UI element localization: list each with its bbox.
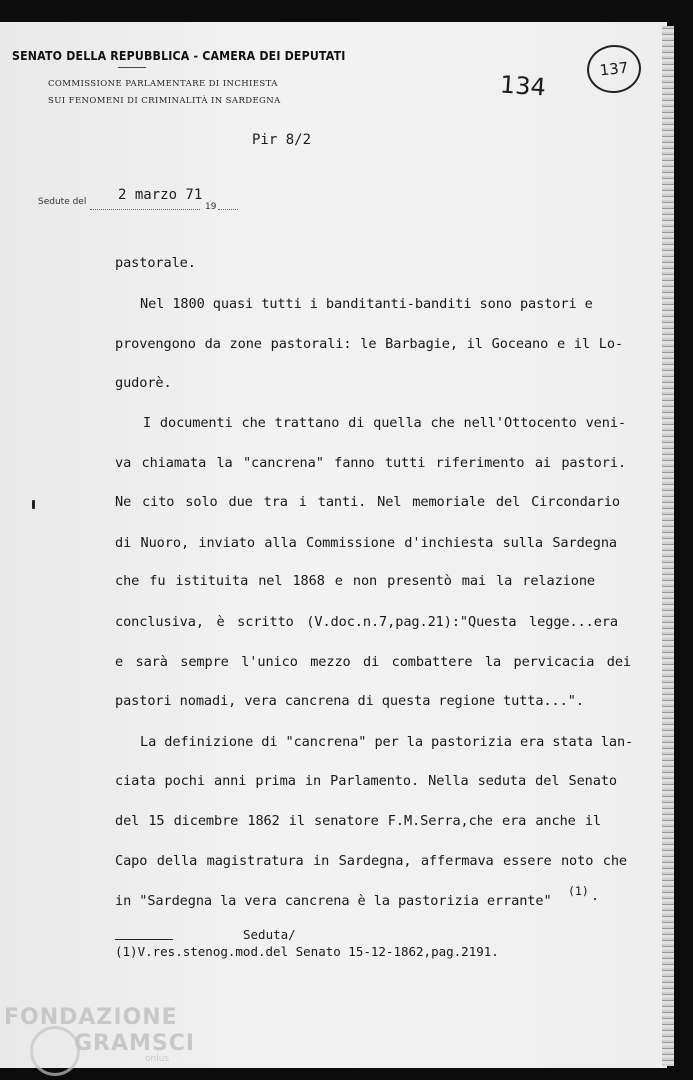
body-line: gudorè. — [115, 375, 172, 391]
footnote-marker: (1) — [568, 884, 589, 898]
year-dotted-line — [218, 209, 238, 210]
footnote-rule — [115, 939, 173, 940]
session-date: 2 marzo 71 — [118, 187, 203, 203]
handwritten-page-number: 134 — [499, 70, 547, 102]
body-line: Ne cito solo due tra i tanti. Nel memoriale del Circondario — [115, 494, 620, 510]
institution-heading: SENATO DELLA REPUBBLICA - CAMERA DEI DEPUTATI — [12, 48, 346, 63]
body-line: ciata pochi anni prima in Parlamento. Nella seduta del Senato — [115, 773, 617, 789]
date-dotted-line — [90, 209, 200, 210]
body-line: I documenti che trattano di quella che nell'Ottocento veni- — [143, 415, 626, 431]
body-line: in "Sardegna la vera cancrena è la pastorizia errante" — [115, 893, 552, 909]
circled-number-text: 137 — [598, 58, 630, 80]
body-line: pastorale. — [115, 255, 196, 271]
body-line: va chiamata la "cancrena" fanno tutti riferimento ai pastori. — [115, 455, 626, 471]
footnote-correction: Seduta/ — [243, 927, 296, 942]
body-line: di Nuoro, inviato alla Commissione d'inchiesta sulla Sardegna — [115, 535, 617, 551]
body-line: conclusiva, è scritto (V.doc.n.7,pag.21):"Questa legge...era — [115, 614, 618, 630]
watermark-gramsci: GRAMSCI — [74, 1031, 196, 1056]
body-line: pastori nomadi, vera cancrena di questa regione tutta...". — [115, 693, 584, 709]
sentence-end-dot: . — [591, 888, 600, 904]
watermark-onlus: onlus — [145, 1054, 170, 1064]
body-line: e sarà sempre l'unico mezzo di combattere la pervicacia dei — [115, 654, 631, 670]
session-label: Sedute del — [38, 197, 87, 207]
body-line: provengono da zone pastorali: le Barbagie, il Goceano e il Lo- — [115, 336, 623, 352]
body-line: Capo della magistratura in Sardegna, affermava essere noto che — [115, 853, 627, 869]
watermark-logo-icon — [30, 1026, 80, 1076]
commission-line-2: SUI FENOMENI DI CRIMINALITÀ IN SARDEGNA — [48, 96, 281, 106]
margin-mark — [32, 500, 35, 509]
body-line: La definizione di "cancrena" per la pastorizia era stata lan- — [140, 734, 634, 750]
body-line: del 15 dicembre 1862 il senatore F.M.Serra,che era anche il — [115, 813, 601, 829]
footnote-text: (1)V.res.stenog.mod.del Senato 15-12-1862,pag.2191. — [115, 944, 499, 959]
commission-line-1: COMMISSIONE PARLAMENTARE DI INCHIESTA — [48, 79, 278, 89]
body-line: che fu istituita nel 1868 e non presentò mai la relazione — [115, 573, 595, 589]
year-prefix: 19 — [205, 202, 217, 212]
watermark-foundation: FONDAZIONE — [4, 1005, 178, 1030]
body-line: Nel 1800 quasi tutti i banditanti-banditi sono pastori e — [140, 296, 593, 312]
page-stack-edge — [662, 26, 674, 1066]
document-code: Pir 8/2 — [252, 132, 312, 148]
heading-underline — [118, 67, 146, 68]
